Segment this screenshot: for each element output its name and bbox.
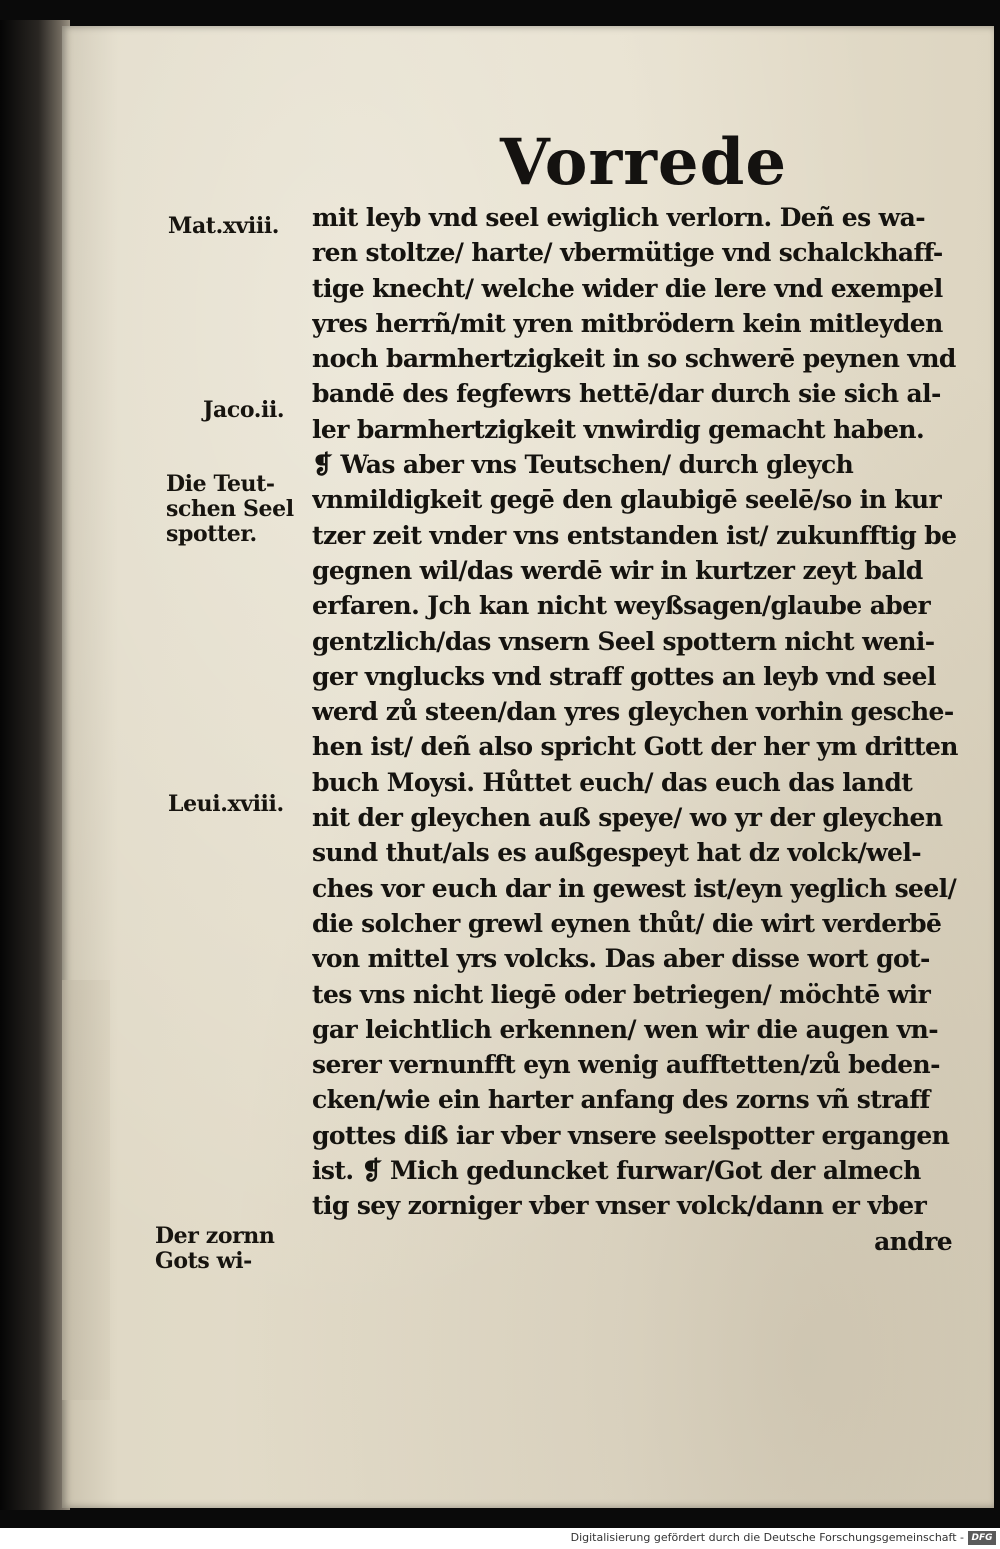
margin-note-jaco [203, 398, 284, 423]
text-line: nit der gleychen auß speye/ wo yr der gleychen [312, 803, 943, 833]
book-gutter-edge [0, 20, 70, 1510]
margin-note-zorn [155, 1224, 274, 1274]
footer-credit: Digitalisierung gefördert durch die Deutsche Forschungsgemeinschaft - [570, 1531, 964, 1544]
margin-note-leui [168, 792, 284, 817]
text-line: bandē des fegfewrs hettē/dar durch sie sich al- [312, 379, 941, 409]
margin-note-line: Leui.xviii. [168, 791, 284, 817]
catchword: andre [874, 1226, 952, 1256]
text-line: tig sey zorniger vber vnser volck/dann er vber [312, 1191, 927, 1221]
margin-note-line: Gots wi- [155, 1248, 252, 1274]
running-head: Vorrede [500, 125, 788, 200]
text-line: gentzlich/das vnsern Seel spottern nicht weni- [312, 626, 935, 656]
text-line: ger vnglucks vnd straff gottes an leyb vnd seel [312, 661, 936, 691]
margin-note-teutschen [166, 472, 294, 547]
text-line: erfaren. Jch kan nicht weyßsagen/glaube aber [312, 591, 931, 621]
text-line: ren stoltze/ harte/ vbermütige vnd schalckhaff- [312, 238, 943, 268]
text-line: mit leyb vnd seel ewiglich verlorn. Deñ es wa- [312, 203, 925, 232]
text-line: yres herrñ/mit yren mitbrödern kein mitleyden [312, 308, 943, 338]
text-line: tes vns nicht liegē oder betriegen/ möchtē wir [312, 979, 931, 1009]
text-line: von mittel yrs volcks. Das aber disse wort got- [312, 944, 930, 974]
text-line: sund thut/als es außgespeyt hat dz volck/wel- [312, 838, 922, 868]
margin-note-line: Der zornn [155, 1223, 275, 1249]
text-line: ches vor euch dar in gewest ist/eyn yeglich seel/ [312, 873, 957, 903]
text-line: werd zů steen/dan yres gleychen vorhin gesche- [312, 697, 954, 727]
text-line: ler barmhertzigkeit vnwirdig gemacht haben. [312, 414, 925, 444]
margin-note-line: spotter. [166, 521, 257, 547]
body-text-block [312, 200, 960, 1259]
text-line: ist. ❡ Mich geduncket furwar/Got der almech [312, 1156, 921, 1186]
dfg-logo: DFG [968, 1531, 996, 1545]
text-line: die solcher grewl eynen thůt/ die wirt verderbē [312, 908, 942, 938]
margin-note-mat [168, 214, 279, 239]
text-line: noch barmhertzigkeit in so schwerē peynen vnd [312, 344, 956, 374]
text-line: gegnen wil/das werdē wir in kurtzer zeyt bald [312, 555, 923, 585]
text-line: gottes diß iar vber vnsere seelspotter ergangen [312, 1120, 950, 1150]
text-line: tzer zeit vnder vns entstanden ist/ zukunfftig be [312, 520, 957, 550]
text-line: vnmildigkeit gegē den glaubigē seelē/so in kur [312, 485, 942, 515]
margin-note-line: Mat.xviii. [168, 213, 280, 239]
text-line: ❡ Was aber vns Teutschen/ durch gleych [312, 450, 854, 480]
text-line: buch Moysi. Hůttet euch/ das euch das landt [312, 767, 913, 797]
text-line: serer vernunfft eyn wenig aufftetten/zů beden- [312, 1050, 940, 1080]
page-worn-edge [62, 980, 110, 1400]
margin-note-line: schen Seel [166, 496, 294, 522]
text-line: gar leichtlich erkennen/ wen wir die augen vn- [312, 1014, 938, 1044]
text-line: hen ist/ deñ also spricht Gott der her ym dritten [312, 732, 958, 762]
text-line: cken/wie ein harter anfang des zorns vñ straff [312, 1085, 930, 1115]
margin-note-line: Jaco.ii. [203, 397, 285, 423]
margin-note-line: Die Teut- [166, 471, 275, 497]
text-line: tige knecht/ welche wider die lere vnd exempel [312, 273, 943, 303]
